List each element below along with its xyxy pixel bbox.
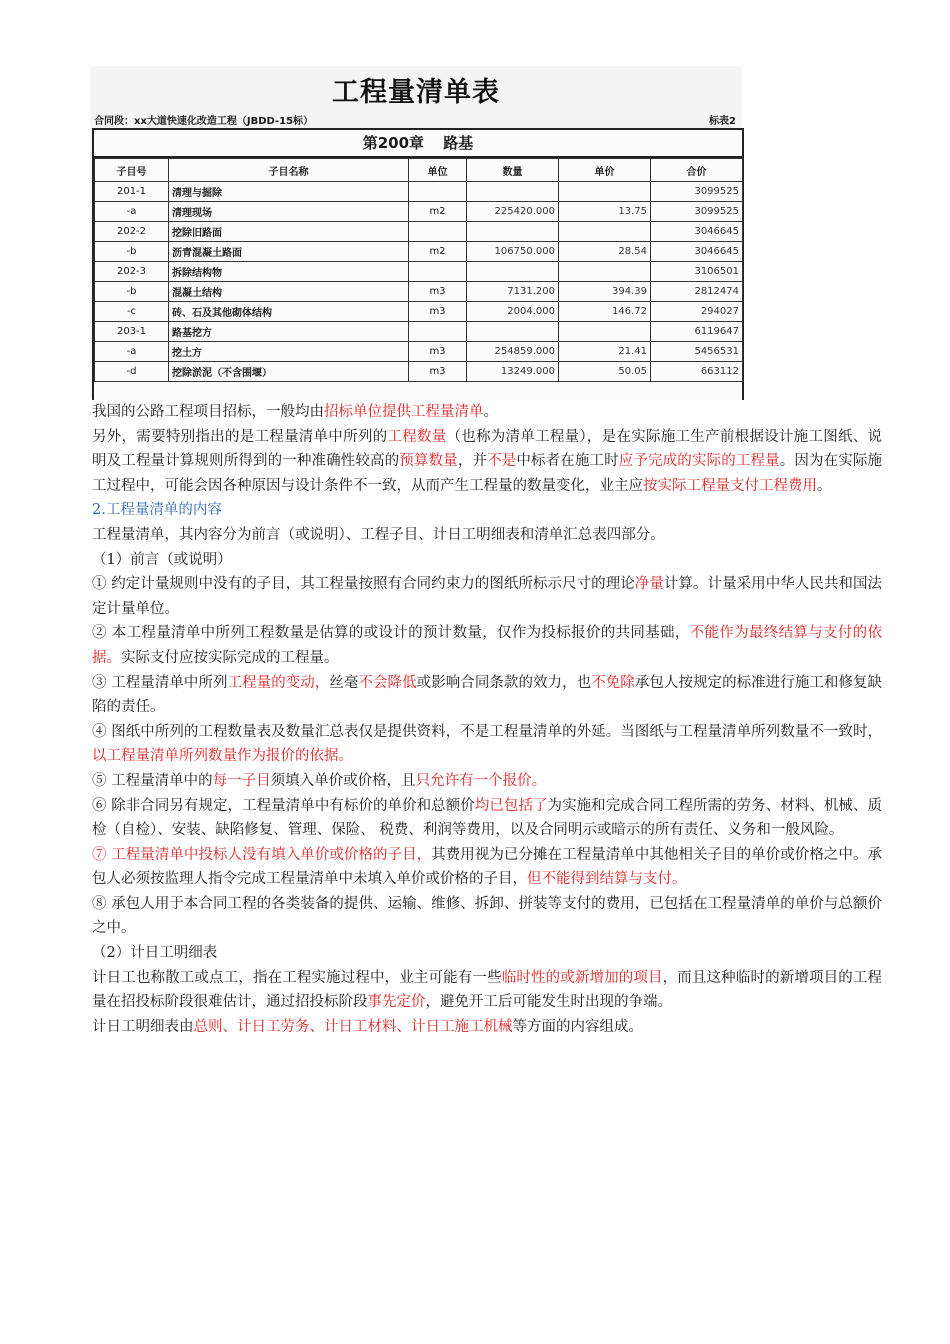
header-code: 子目号: [95, 159, 169, 182]
cell-code: -c: [95, 302, 169, 322]
cell-code: -b: [95, 242, 169, 262]
cell-unit: m2: [409, 242, 467, 262]
cell-name: 清理现场: [169, 202, 409, 222]
cell-code: -a: [95, 342, 169, 362]
highlight-span: 预算数量: [399, 453, 458, 470]
cell-price: 50.05: [559, 362, 651, 382]
highlight-span: 只允许有一个报价。: [415, 772, 547, 789]
table-row: [95, 322, 743, 342]
paragraph: [92, 966, 882, 1015]
cell-name: 路基挖方: [169, 322, 409, 342]
cell-total: 294027: [651, 302, 743, 322]
paragraph: [92, 400, 882, 425]
text-span: 。因为在实际施工过程中，可能会因各种原因与设计条件不一致，从而产生工程量的数量变化，业主应: [92, 453, 883, 494]
text-span: ⑤ 工程量清单中的: [92, 772, 213, 789]
list-item: [92, 769, 882, 794]
highlight-span: 临时性的或新增加的项目: [501, 969, 663, 986]
highlight-span: 不是: [487, 453, 517, 470]
cell-total: 3099525: [651, 202, 743, 222]
cell-total: 3046645: [651, 222, 743, 242]
highlight-span: 以工程量清单所列数量作为报价的依据。: [92, 748, 353, 765]
cell-code: -b: [95, 282, 169, 302]
contract-label: 合同段：xx大道快速化改造工程（JBDD-15标）: [94, 116, 314, 127]
cell-name: 沥青混凝土路面: [169, 242, 409, 262]
cell-total: 663112: [651, 362, 743, 382]
highlight-span: 总则、计日工劳务、计日工材料、计日工施工机械: [193, 1018, 513, 1035]
header-price: 单价: [559, 159, 651, 182]
list-item: [92, 720, 882, 769]
list-item: [92, 843, 882, 892]
text-span: （也称为清单工程量），是在实际施工生产前根据设计施工图纸、说明及工程量计算规则所得到的一种准确性较高的: [92, 428, 883, 470]
highlight-span: 不会降低: [358, 674, 417, 691]
text-span: ④ 图纸中所列的工程数量表及数量汇总表仅是提供资料，不是工程量清单的外延。当图纸与工程量清单所列数量不一致时，: [92, 723, 882, 740]
text-span: 实际支付应按实际完成的工程量。: [121, 649, 339, 666]
cell-unit: m2: [409, 202, 467, 222]
cell-unit: [409, 322, 467, 342]
highlight-span: 净量: [634, 576, 664, 593]
cell-qty: 106750.000: [467, 242, 559, 262]
text-span: 为实施和完成合同工程所需的劳务、材料、机械、质检（自检）、安装、缺陷修复、管理、保险、 税费、利润等费用，以及合同明示或暗示的所有责任、义务和一般风险。: [92, 797, 883, 839]
cell-total: 3106501: [651, 262, 743, 282]
cell-unit: m3: [409, 342, 467, 362]
highlight-span: 招标单位提供工程量清单: [324, 404, 484, 420]
list-item: [92, 621, 882, 670]
cell-code: 201-1: [95, 182, 169, 202]
cell-qty: [467, 182, 559, 202]
header-total: 合价: [651, 159, 743, 182]
table-row: [95, 302, 743, 322]
text-span: ⑥ 除非合同另有规定，工程量清单中有标价的单价和总额价: [92, 797, 475, 814]
cell-price: 13.75: [559, 202, 651, 222]
cell-total: 3046645: [651, 242, 743, 262]
highlight-span: 每一子目: [212, 772, 271, 789]
form-number: 标表2: [709, 116, 736, 127]
cell-price: [559, 322, 651, 342]
list-item: [92, 572, 882, 621]
list-item: ⑧ 承包人用于本合同工程的各类装备的提供、运输、维修、拆卸、拼装等支付的费用，已包括在工程量清单的单价与总额价之中。: [92, 895, 882, 937]
figure-title: 工程量清单表: [332, 77, 500, 108]
subheading: （2）计日工明细表: [92, 945, 218, 962]
cell-code: -a: [95, 202, 169, 222]
cell-total: 3099525: [651, 182, 743, 202]
text-span: ① 约定计量规则中没有的子目，其工程量按照有合同约束力的图纸所标示尺寸的理论: [92, 576, 635, 593]
highlight-span: ⑦ 工程量清单中投标人没有填入单价或价格的子目，: [92, 846, 432, 863]
cell-qty: 254859.000: [467, 342, 559, 362]
cell-qty: 2004.000: [467, 302, 559, 322]
text-span: 丝毫: [329, 674, 359, 691]
text-span: 计算。计量采用中华人民共和国法定计量单位。: [92, 576, 883, 617]
text-span: 须填入单价或价格，且: [270, 772, 416, 789]
cell-price: 146.72: [559, 302, 651, 322]
cell-name: 挖土方: [169, 342, 409, 362]
text-span: ③ 工程量清单中所列: [92, 674, 228, 691]
cell-unit: m3: [409, 362, 467, 382]
cell-code: 203-1: [95, 322, 169, 342]
highlight-span: 事先定价: [367, 994, 426, 1011]
list-item: [92, 794, 882, 843]
cell-name: 挖除旧路面: [169, 222, 409, 242]
text-span: 承包人按规定的标准进行施工和修复缺陷的责任。: [92, 674, 883, 716]
cell-unit: m3: [409, 282, 467, 302]
text-span: 另外，需要特别指出的是工程量清单中所列的: [92, 428, 388, 445]
table-row: [95, 342, 743, 362]
header-unit: 单位: [409, 159, 467, 182]
text-span: ，而且这种临时的新增项目的工程量在招投标阶段很难估计，通过招投标阶段: [92, 969, 883, 1011]
highlight-span: 工程数量: [387, 428, 447, 445]
cell-name: 拆除结构物: [169, 262, 409, 282]
cell-unit: [409, 262, 467, 282]
cell-name: 混凝土结构: [169, 282, 409, 302]
header-qty: 数量: [467, 159, 559, 182]
highlight-span: 不免除: [591, 674, 635, 691]
chapter-title: 第200章 路基: [94, 130, 742, 158]
cell-name: 砖、石及其他砌体结构: [169, 302, 409, 322]
cell-total: 5456531: [651, 342, 743, 362]
text-span: 或影响合同条款的效力，也: [416, 674, 592, 691]
paragraph: 工程量清单，其内容分为前言（或说明）、工程子目、计日工明细表和清单汇总表四部分。: [92, 526, 665, 543]
cell-price: 21.41: [559, 342, 651, 362]
cell-code: 202-2: [95, 222, 169, 242]
cell-name: 挖除淤泥（不含围堰）: [169, 362, 409, 382]
highlight-span: 按实际工程量支付工程费用: [643, 477, 817, 494]
cell-qty: 13249.000: [467, 362, 559, 382]
highlight-span: 不能作为最终结算与支付的依据。: [92, 625, 882, 666]
paragraph: [92, 1015, 882, 1040]
cell-qty: 225420.000: [467, 202, 559, 222]
highlight-span: 工程量的变动，: [227, 674, 330, 691]
cell-code: -d: [95, 362, 169, 382]
text-span: 计日工也称散工或点工，指在工程实施过程中，业主可能有一些: [92, 969, 502, 986]
text-span: 。: [483, 404, 498, 420]
cell-price: [559, 182, 651, 202]
text-span: 计日工明细表由: [92, 1018, 194, 1035]
text-span: ，避免开工后可能发生时出现的争端。: [425, 994, 672, 1011]
table-header-row: [95, 159, 743, 182]
boq-table: [94, 158, 743, 382]
cell-qty: [467, 262, 559, 282]
cell-code: 202-3: [95, 262, 169, 282]
highlight-span: 但不能得到结算与支付。: [527, 871, 687, 888]
text-span: 等方面的内容组成。: [512, 1018, 643, 1035]
cell-price: [559, 262, 651, 282]
table-row: [95, 202, 743, 222]
highlight-span: 应予完成的实际的工程量: [618, 453, 780, 470]
header-name: 子目名称: [169, 159, 409, 182]
section-heading: 2.工程量清单的内容: [92, 502, 222, 519]
boq-table-frame: [92, 128, 744, 400]
text-span: 中标者在施工时: [516, 453, 619, 470]
cell-total: 2812474: [651, 282, 743, 302]
body-text: [92, 400, 882, 1039]
text-span: ，并: [457, 453, 488, 470]
cell-price: 394.39: [559, 282, 651, 302]
cell-qty: 7131.200: [467, 282, 559, 302]
text-span: 我国的公路工程项目招标，一般均由: [92, 404, 324, 420]
table-row: [95, 222, 743, 242]
list-item: [92, 671, 882, 720]
cell-unit: [409, 182, 467, 202]
cell-qty: [467, 322, 559, 342]
cell-unit: [409, 222, 467, 242]
table-row: [95, 182, 743, 202]
cell-price: 28.54: [559, 242, 651, 262]
boq-figure: [90, 66, 742, 398]
cell-name: 清理与掘除: [169, 182, 409, 202]
table-row: [95, 262, 743, 282]
cell-unit: m3: [409, 302, 467, 322]
subheading: （1）前言（或说明）: [92, 551, 232, 568]
table-row: [95, 242, 743, 262]
table-row: [95, 282, 743, 302]
highlight-span: 均已包括了: [474, 797, 548, 814]
cell-total: 6119647: [651, 322, 743, 342]
cell-qty: [467, 222, 559, 242]
text-span: 。: [817, 477, 832, 494]
text-span: ② 本工程量清单中所列工程数量是估算的或设计的预计数量，仅作为投标报价的共同基础，: [92, 625, 690, 642]
cell-price: [559, 222, 651, 242]
paragraph: [92, 425, 882, 499]
text-span: 其费用视为已分摊在工程量清单中其他相关子目的单价或价格之中。承包人必须按监理人指令完成工程量清单中未填入单价或价格的子目，: [92, 846, 882, 888]
table-row: [95, 362, 743, 382]
